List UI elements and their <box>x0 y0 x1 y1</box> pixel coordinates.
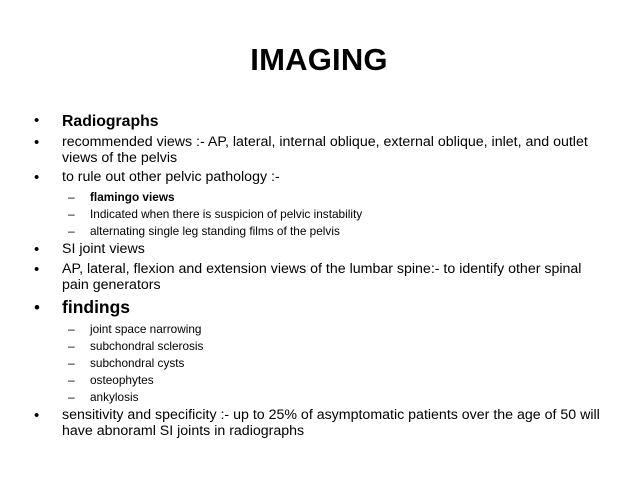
bullet-item <box>34 262 609 293</box>
sub-bullet-text: joint space narrowing <box>90 322 202 336</box>
dash-marker: – <box>68 207 75 221</box>
dash-marker: – <box>68 339 75 353</box>
bullet-item <box>34 170 609 186</box>
sub-bullet-item <box>68 372 609 388</box>
bullet-text: Radiographs <box>62 113 159 130</box>
sub-bullet-text: subchondral sclerosis <box>90 339 204 353</box>
sub-bullet-text: flamingo views <box>90 190 175 204</box>
bullet-item <box>34 113 609 131</box>
bullet-item <box>34 408 609 439</box>
sub-bullet-item <box>68 321 609 337</box>
bullet-marker: • <box>34 134 40 151</box>
sub-bullet-text: subchondral cysts <box>90 356 185 370</box>
sub-bullet-text: alternating single leg standing films of the pelvis <box>90 224 340 238</box>
bullet-text: recommended views :- AP, lateral, internal oblique, external oblique, inlet, and outlet views of the pelvis <box>62 134 588 166</box>
bullet-text: findings <box>62 297 131 317</box>
sub-bullet-item <box>68 189 609 205</box>
bullet-item <box>34 135 609 166</box>
dash-marker: – <box>68 373 75 387</box>
bullet-item <box>34 297 609 318</box>
sub-bullet-item <box>68 206 609 222</box>
bullet-text: sensitivity and specificity :- up to 25% of asymptomatic patients over the age of 50 will have abnoraml SI joints in radiographs <box>62 407 600 439</box>
dash-marker: – <box>68 224 75 238</box>
slide-title: IMAGING <box>250 42 388 77</box>
bullet-item <box>34 242 609 258</box>
sub-bullet-text: ankylosis <box>90 390 139 404</box>
dash-marker: – <box>68 190 75 204</box>
dash-marker: – <box>68 390 75 404</box>
sub-bullet-text: osteophytes <box>90 373 154 387</box>
sub-bullet-item <box>68 389 609 405</box>
bullet-marker: • <box>34 261 40 278</box>
bullet-text: AP, lateral, flexion and extension views of the lumbar spine:- to identify other spinal pain generators <box>62 261 582 293</box>
bullet-marker: • <box>34 112 40 129</box>
bullet-marker: • <box>34 241 40 258</box>
dash-marker: – <box>68 356 75 370</box>
slide-content <box>34 113 609 439</box>
sub-bullet-item <box>68 338 609 354</box>
sub-bullet-text: Indicated when there is suspicion of pelvic instability <box>90 207 363 221</box>
bullet-marker: • <box>34 407 40 424</box>
sub-bullet-item <box>68 223 609 239</box>
dash-marker: – <box>68 322 75 336</box>
bullet-marker: • <box>34 298 40 317</box>
sub-bullet-item <box>68 355 609 371</box>
bullet-text: to rule out other pelvic pathology :- <box>62 169 280 185</box>
bullet-marker: • <box>34 169 40 186</box>
bullet-text: SI joint views <box>62 241 145 257</box>
